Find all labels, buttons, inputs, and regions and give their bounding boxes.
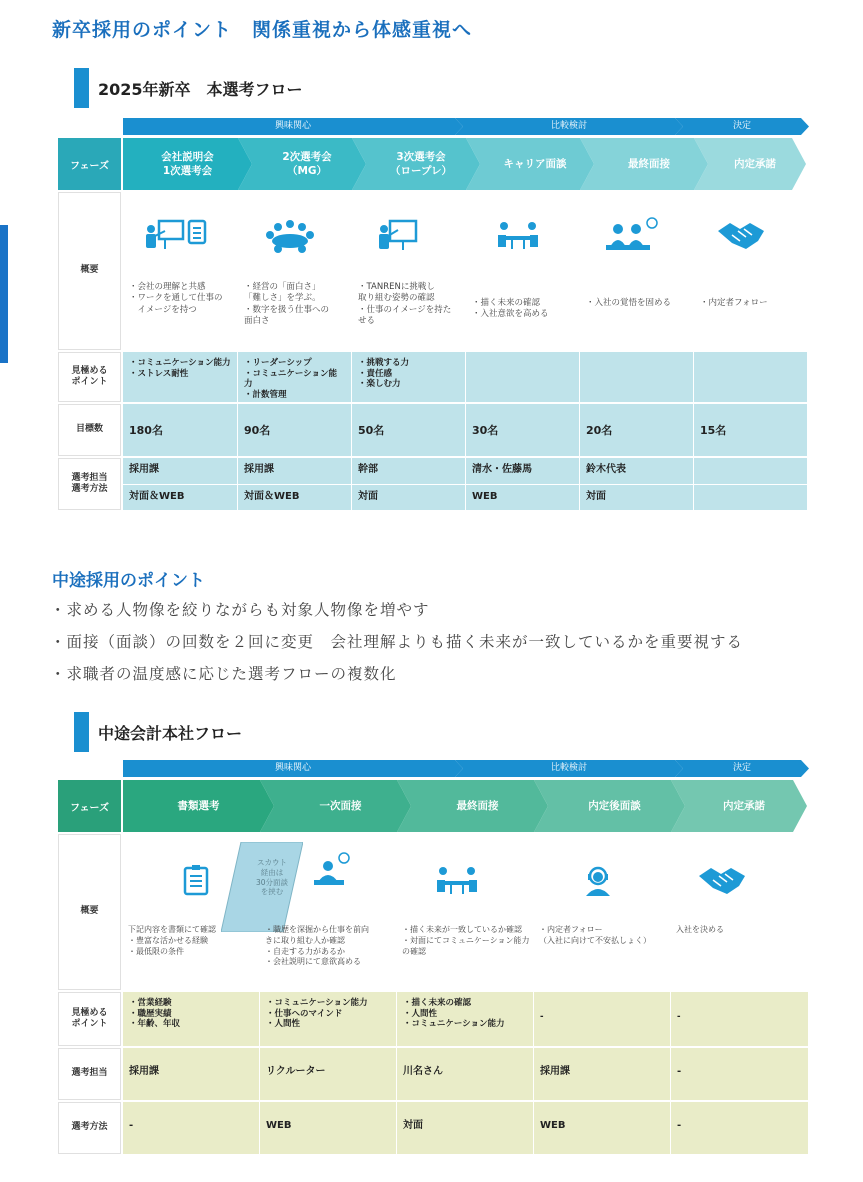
phase-bar-segment (675, 760, 809, 777)
step-overview: ・TANRENに挑戦し 取り組む姿勢の確認 ・仕事のイメージを持た せる (358, 282, 452, 327)
phase-bar-segment (123, 760, 463, 777)
step-method: 対面 (580, 485, 693, 510)
row-label-points: 見極める ポイント (58, 352, 121, 402)
final-interview-icon (600, 215, 664, 255)
step-overview: ・描く未来の確認 ・入社意欲を高める (472, 298, 549, 320)
phase-step-name: 一次面接 (319, 799, 362, 812)
headset-icon (566, 860, 630, 900)
midcareer-bullet: ・求職者の温度感に応じた選考フローの複数化 (50, 665, 397, 683)
section3-heading: 中途会計本社フロー (74, 712, 242, 752)
document-icon (165, 860, 229, 900)
interview-icon (486, 215, 550, 255)
step-points: ・挑戦する力 ・責任感 ・楽しむ力 (352, 352, 465, 402)
phase-step-name: キャリア面談 (503, 157, 567, 170)
step-staff (694, 458, 807, 484)
phase-bar-segment (123, 118, 463, 135)
phase-step-chevron (123, 138, 252, 190)
roleplay-icon (372, 215, 436, 255)
phase-bar-segment (675, 118, 809, 135)
row-label-method: 選考方法 (58, 1102, 121, 1154)
left-accent-bar (0, 225, 8, 363)
step-overview: ・入社の覚悟を固める (586, 298, 672, 308)
step-overview: ・内定者フォロー （入社に向けて不安払しょく） (539, 925, 651, 945)
step-target: 50名 (352, 404, 465, 456)
row-label-staff: 選考担当 選考方法 (58, 458, 121, 510)
step-staff: 採用課 (238, 458, 351, 484)
phase-step-chevron (534, 780, 685, 832)
phase-step-chevron (671, 780, 807, 832)
phase-step-chevron (352, 138, 480, 190)
step-method: WEB (260, 1102, 396, 1154)
step-staff: 鈴木代表 (580, 458, 693, 484)
step-target: 30名 (466, 404, 579, 456)
phase-bar-segment (455, 118, 683, 135)
phase-label: 比較検討 (550, 121, 587, 131)
step-method: - (671, 1102, 808, 1154)
row-label-phase: フェーズ (58, 138, 121, 190)
row-label-target: 目標数 (58, 404, 121, 456)
step-overview: ・描く未来が一致しているか確認 ・対面にてコミュニケーション能力 の確認 (402, 925, 530, 956)
step-points: - (671, 992, 808, 1046)
step-method: WEB (466, 485, 579, 510)
phase-step-chevron (466, 138, 594, 190)
step-overview: ・経営の「面白さ」 「難しさ」を学ぶ。 ・数字を扱う仕事への 面白さ (244, 282, 330, 327)
step-method (694, 485, 807, 510)
step-target: 15名 (694, 404, 807, 456)
phase-step-name: 書類選考 (177, 799, 220, 812)
step-points: ・描く未来の確認 ・人間性 ・コミュニケーション能力 (397, 992, 533, 1046)
step-staff: 清水・佐藤馬 (466, 458, 579, 484)
step-points: ・営業経験 ・職歴実績 ・年齢、年収 (123, 992, 259, 1046)
step-overview: ・会社の理解と共感 ・ワークを通して仕事の イメージを持つ (129, 282, 223, 315)
step-points (466, 352, 579, 402)
step-points (580, 352, 693, 402)
handshake-icon (695, 860, 759, 900)
step-staff: - (671, 1048, 808, 1100)
step-staff: 川名さん (397, 1048, 533, 1100)
phase-step-chevron (260, 780, 411, 832)
chat-meeting-icon (300, 850, 364, 890)
scout-note: スカウト 経由は 30分面談 を挟む (255, 858, 289, 897)
step-method: - (123, 1102, 259, 1154)
presentation-icon (143, 215, 207, 255)
step-method: 対面＆WEB (123, 485, 237, 510)
phase-label: 決定 (732, 121, 751, 131)
phase-step-name: 内定後面談 (588, 799, 641, 812)
phase-step-chevron (397, 780, 548, 832)
phase-label: 興味関心 (274, 763, 311, 773)
phase-step-chevron (238, 138, 366, 190)
section1-heading: 2025年新卒 本選考フロー (74, 68, 303, 108)
step-method: 対面＆WEB (238, 485, 351, 510)
interview-icon (425, 860, 489, 900)
phase-step-chevron (123, 780, 274, 832)
phase-step-name: 会社説明会 1次選考会 (161, 150, 214, 177)
phase-step-name: 3次選考会 （ロープレ） (389, 150, 453, 177)
step-staff: 採用課 (534, 1048, 670, 1100)
phase-step-name: 内定承諾 (723, 799, 765, 812)
row-label-staff: 選考担当 (58, 1048, 121, 1100)
row-label-overview: 概要 (58, 192, 121, 350)
phase-step-chevron (694, 138, 806, 190)
step-staff: リクルーター (260, 1048, 396, 1100)
phase-step-name: 2次選考会 （MG） (282, 150, 332, 177)
step-staff: 採用課 (123, 1048, 259, 1100)
phase-label: 比較検討 (550, 763, 587, 773)
step-points (694, 352, 807, 402)
step-overview: ・職歴を深掘から仕事を前向 きに取り組む人か確認 ・自走する力があるか ・会社説明にて意欲高める (265, 925, 369, 967)
step-method: 対面 (397, 1102, 533, 1154)
row-label-points: 見極める ポイント (58, 992, 121, 1046)
step-target: 90名 (238, 404, 351, 456)
step-overview: 下記内容を書類にて確認 ・豊富な活かせる経験 ・最低限の条件 (128, 925, 216, 956)
phase-step-name: 最終面接 (456, 799, 499, 812)
page-title: 新卒採用のポイント 関係重視から体感重視へ (52, 19, 473, 41)
step-target: 180名 (123, 404, 237, 456)
step-overview: 入社を決める (676, 925, 724, 934)
step-points: ・リーダーシップ ・コミュニケーション能力 ・計数管理 (238, 352, 351, 402)
phase-label: 興味関心 (274, 121, 311, 131)
step-method: WEB (534, 1102, 670, 1154)
step-target: 20名 (580, 404, 693, 456)
phase-step-name: 内定承諾 (734, 157, 776, 170)
phase-step-chevron (580, 138, 708, 190)
phase-label: 決定 (732, 763, 751, 773)
row-label-phase: フェーズ (58, 780, 121, 832)
group-meeting-icon (258, 215, 322, 255)
step-points: ・コミュニケーション能力 ・仕事へのマインド ・人間性 (260, 992, 396, 1046)
row-label-overview: 概要 (58, 834, 121, 990)
handshake-icon (714, 215, 778, 255)
step-method: 対面 (352, 485, 465, 510)
phase-bar-segment (455, 760, 683, 777)
step-points: ・コミュニケーション能力 ・ストレス耐性 (123, 352, 237, 402)
step-staff: 採用課 (123, 458, 237, 484)
step-staff: 幹部 (352, 458, 465, 484)
step-overview: ・内定者フォロー (700, 298, 768, 308)
phase-step-name: 最終面接 (628, 157, 670, 170)
midcareer-heading: 中途採用のポイント (52, 571, 205, 591)
midcareer-bullet: ・求める人物像を絞りながらも対象人物像を増やす (50, 601, 430, 619)
step-points: - (534, 992, 670, 1046)
midcareer-bullet: ・面接（面談）の回数を２回に変更 会社理解よりも描く未来が一致しているかを重要視する (50, 633, 744, 651)
